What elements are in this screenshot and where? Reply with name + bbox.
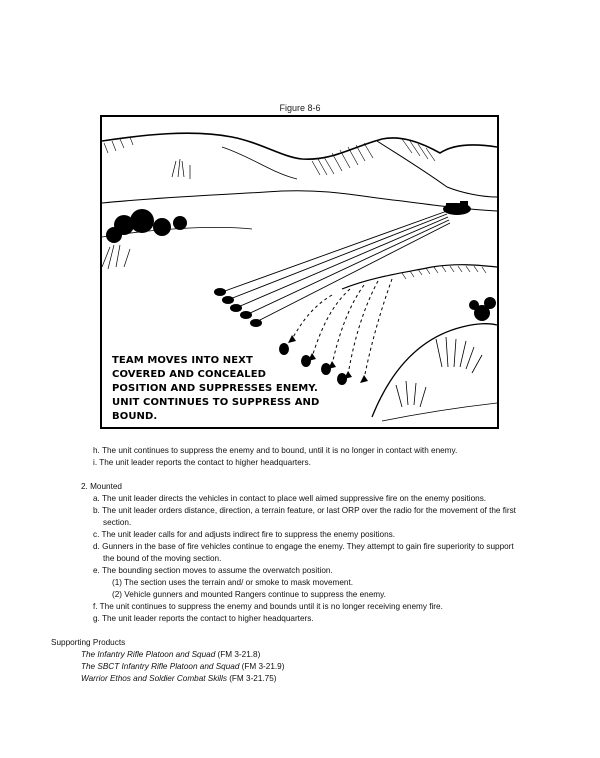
mounted-step-e: e. The bounding section moves to assume the overwatch position.	[93, 566, 333, 575]
mounted-step-c: c. The unit leader calls for and adjusts indirect fire to suppress the enemy positions.	[93, 530, 396, 539]
caption-line: COVERED AND CONCEALED	[112, 369, 267, 380]
mounted-step-e2: (2) Vehicle gunners and mounted Rangers continue to suppress the enemy.	[112, 590, 386, 599]
product-ref: (FM 3-21.75)	[226, 674, 277, 683]
mounted-step-b-cont: section.	[103, 518, 132, 527]
product-title: The Infantry Rifle Platoon and Squad	[81, 650, 216, 659]
supporting-product-item	[81, 649, 260, 660]
caption-line: TEAM MOVES INTO NEXT	[112, 355, 253, 366]
caption-line: UNIT CONTINUES TO SUPPRESS AND	[112, 397, 320, 408]
product-ref: (FM 3-21.9)	[239, 662, 285, 671]
figure-caption	[112, 354, 319, 424]
mounted-step-g: g. The unit leader reports the contact to higher headquarters.	[93, 614, 314, 623]
mounted-step-a: a. The unit leader directs the vehicles in contact to place well aimed suppressive fire on the enemy positions.	[93, 494, 487, 503]
caption-line: POSITION AND SUPPRESSES ENEMY.	[112, 383, 318, 394]
caption-line: BOUND.	[112, 411, 158, 422]
section-heading-mounted: 2. Mounted	[81, 482, 122, 491]
figure-illustration	[100, 115, 499, 429]
mounted-step-f: f. The unit continues to suppress the enemy and bounds until it is no longer receiving enemy fire.	[93, 602, 443, 611]
product-ref: (FM 3-21.8)	[215, 650, 261, 659]
supporting-product-item	[81, 661, 284, 672]
step-i: i. The unit leader reports the contact to higher headquarters.	[93, 458, 311, 467]
figure-title: Figure 8-6	[279, 103, 321, 113]
step-h: h. The unit continues to suppress the enemy and to bound, until it is no longer in contact with enemy.	[93, 446, 458, 455]
mounted-step-d-cont: the bound of the moving section.	[103, 554, 222, 563]
supporting-products-heading: Supporting Products	[51, 638, 126, 647]
product-title: Warrior Ethos and Soldier Combat Skills	[81, 674, 227, 683]
mounted-step-d: d. Gunners in the base of fire vehicles continue to engage the enemy. They attempt to gain fire superiority to support	[93, 542, 514, 551]
supporting-product-item	[81, 673, 277, 684]
mounted-step-b: b. The unit leader orders distance, direction, a terrain feature, or last ORP over the radio for the movement of the first	[93, 506, 516, 515]
product-title: The SBCT Infantry Rifle Platoon and Squad	[81, 662, 240, 671]
mounted-step-e1: (1) The section uses the terrain and/ or smoke to mask movement.	[112, 578, 354, 587]
